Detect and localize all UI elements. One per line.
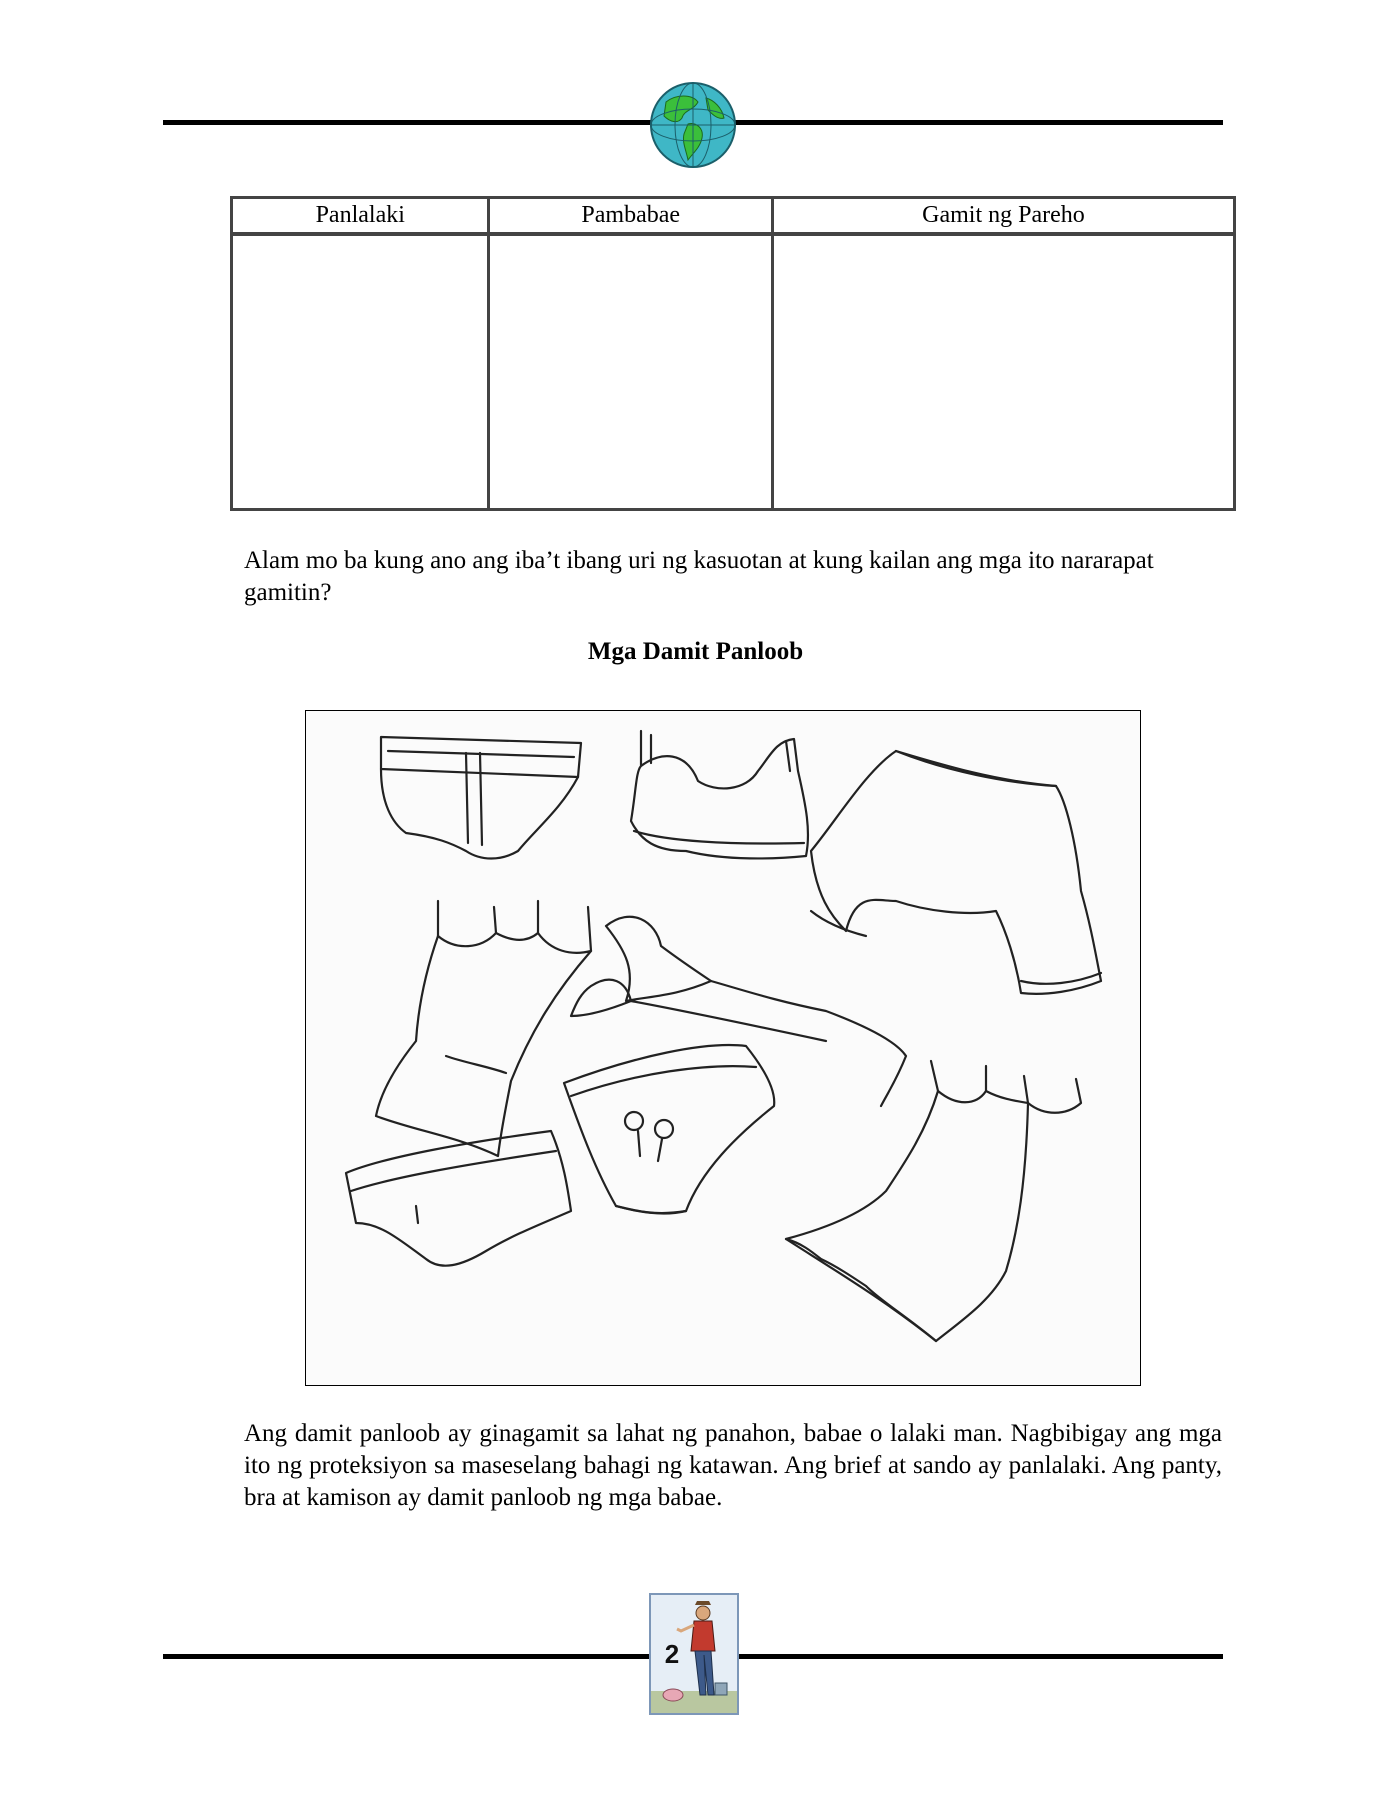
question-paragraph: Alam mo ba kung ano ang iba’t ibang uri ng kasuotan at kung kailan ang mga ito nararapat gamitin? <box>244 547 1154 606</box>
page-badge <box>649 1593 739 1715</box>
sorting-table <box>230 196 1236 511</box>
column-header-pambabae: Pambabae <box>489 198 772 235</box>
column-header-panlalaki: Panlalaki <box>232 198 489 235</box>
answer-cell-panlalaki[interactable] <box>232 234 489 510</box>
answer-cell-pambabae[interactable] <box>489 234 772 510</box>
globe-icon <box>648 80 738 170</box>
section-heading: Mga Damit Panloob <box>587 638 804 665</box>
column-header-gamit-ng-pareho: Gamit ng Pareho <box>772 198 1234 235</box>
answer-cell-gamit-ng-pareho[interactable] <box>772 234 1234 510</box>
page-number: 2 <box>664 1639 680 1669</box>
underwear-illustration <box>305 710 1141 1386</box>
description-paragraph: Ang damit panloob ay ginagamit sa lahat ng panahon, babae o lalaki man. Nagbibigay ang mga ito ng proteksiyon sa maseselang bahagi ng katawan. Ang brief at sando ay panlalaki. Ang panty, bra at kamison ay damit panloob ng mga babae. <box>244 1420 1222 1511</box>
